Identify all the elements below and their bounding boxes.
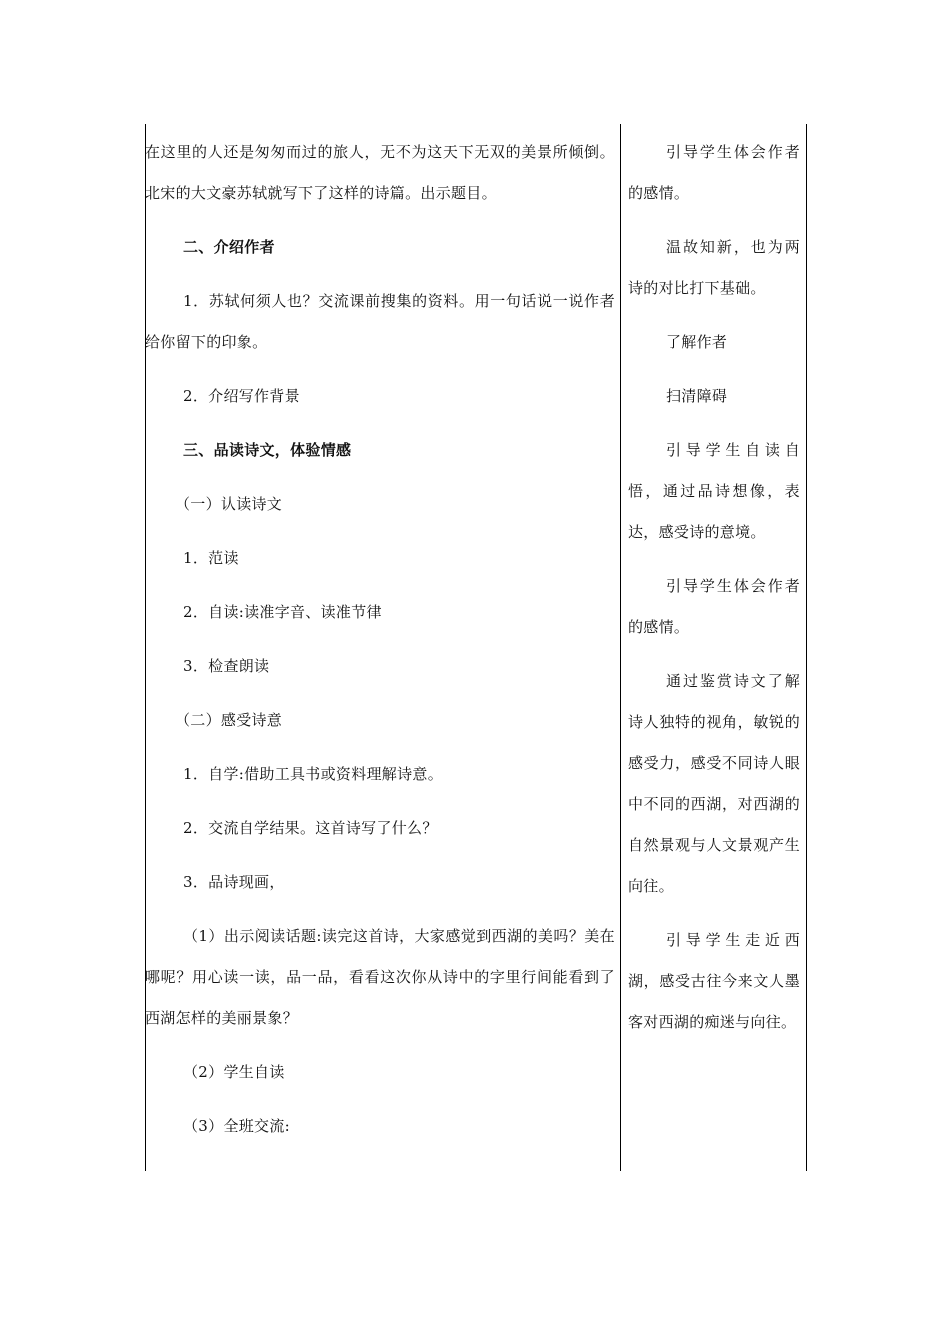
step-text: 3．检查朗读 [183, 657, 270, 675]
step-text: 2．交流自学结果。这首诗写了什么？ [183, 819, 438, 837]
intent-text: 引导学生体会作者的感情。 [628, 143, 800, 202]
table-border-middle [620, 124, 621, 1171]
step-text: 2．自读:读准字音、读准节律 [183, 603, 382, 621]
section-heading-reading: 三、品读诗文，体验情感 [183, 441, 352, 459]
intent-text: 引导学生自读自悟，通过品诗想像，表达，感受诗的意境。 [628, 441, 800, 541]
intent-text: 了解作者 [666, 333, 728, 351]
intro-text: 在这里的人还是匆匆而过的旅人，无不为这天下无双的美景所倾倒。北宋的大文豪苏轼就写下了这样的诗篇。出示题目。 [145, 143, 615, 202]
design-intent-column [628, 132, 800, 1043]
reading-topic-text: （1）出示阅读话题:读完这首诗，大家感觉到西湖的美吗？美在哪呢？用心读一读，品一品，看看这次你从诗中的字里行间能看到了西湖怎样的美丽景象？ [145, 927, 615, 1027]
teaching-process-column [145, 132, 615, 1147]
subsection-heading: （二）感受诗意 [175, 711, 283, 729]
intent-text: 引导学生体会作者的感情。 [628, 577, 800, 636]
step-text: 1．自学:借助工具书或资料理解诗意。 [183, 765, 443, 783]
intent-text: 通过鉴赏诗文了解诗人独特的视角，敏锐的感受力，感受不同诗人眼中不同的西湖，对西湖的自然景观与人文景观产生向往。 [628, 672, 800, 895]
step-text: 1．苏轼何须人也？交流课前搜集的资料。用一句话说一说作者给你留下的印象。 [145, 292, 615, 351]
intent-text: 温故知新，也为两诗的对比打下基础。 [628, 238, 800, 297]
subsection-heading: （一）认读诗文 [175, 495, 283, 513]
step-text: 2．介绍写作背景 [183, 387, 300, 405]
step-text: 1．范读 [183, 549, 239, 567]
step-text: （3）全班交流: [183, 1117, 290, 1135]
section-heading-author: 二、介绍作者 [183, 238, 275, 256]
table-border-right [806, 124, 807, 1171]
step-text: 3．品诗现画， [183, 873, 285, 891]
intent-text: 扫清障碍 [666, 387, 728, 405]
intent-text: 引导学生走近西湖，感受古往今来文人墨客对西湖的痴迷与向往。 [628, 931, 800, 1031]
step-text: （2）学生自读 [183, 1063, 285, 1081]
